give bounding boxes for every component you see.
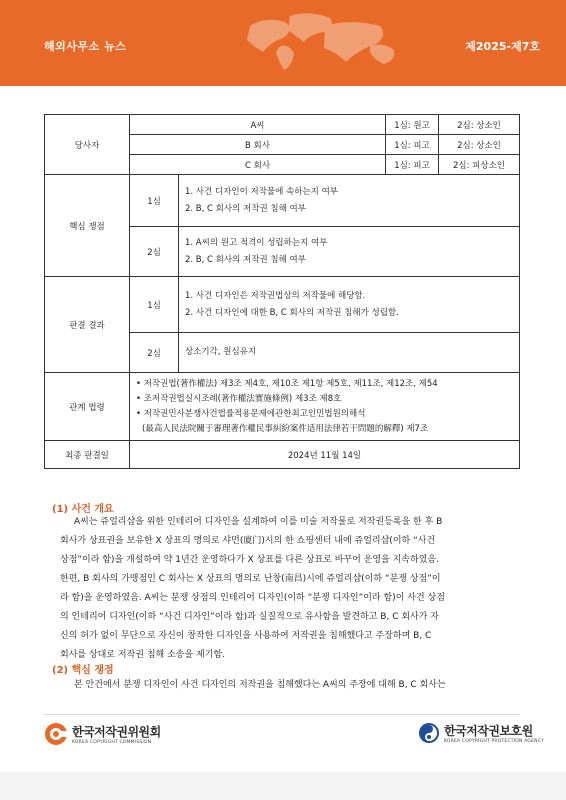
instance-label: 1심 bbox=[130, 277, 179, 333]
laws-row bbox=[45, 373, 520, 441]
issue-line: 2. B, C 회사의 저작권 침해 여부 bbox=[185, 203, 306, 214]
kcopa-emblem-icon bbox=[418, 722, 440, 744]
paragraph-line: 회사가 상표권을 보유한 X 상표의 명의로 샤먼(廈门)시의 한 쇼핑센터 내에 쥬얼리샵(이하 “사건 bbox=[60, 536, 436, 546]
party-second-instance: 2심: 상소인 bbox=[439, 135, 520, 155]
kcc-logo-english: KOREA COPYRIGHT COMMISSION bbox=[72, 740, 152, 745]
case-summary-table bbox=[44, 114, 520, 469]
paragraph-line: 라 함)을 운영하였음. A씨는 분쟁 상점의 인테리어 디자인(이하 “분쟁 디자인”이라 함)이 사건 상점 bbox=[60, 593, 445, 603]
paragraph-line: 본 안건에서 분쟁 디자인이 사건 디자인의 저작권을 침해했다는 A씨의 주장에 대해 B, C 회사는 bbox=[74, 680, 446, 690]
paragraph-line: 의 인테리어 디자인(이하 “사건 디자인”이라 함)과 실질적으로 유사함을 발견하고 B, C 회사가 자 bbox=[60, 612, 439, 622]
party-row bbox=[45, 115, 520, 135]
issue-line: 1. A씨의 원고 적격이 성립하는지 여부 bbox=[185, 237, 328, 248]
results-label: 판결 결과 bbox=[45, 277, 130, 373]
paragraph-line: 상점”이라 함)을 개설하여 약 1년간 운영하다가 X 상표를 다른 상표로 바꾸어 운영을 지속하였음. bbox=[60, 555, 439, 565]
paragraph-line: 회사를 상대로 저작권 침해 소송을 제기함. bbox=[60, 650, 225, 660]
party-first-instance: 1심: 피고 bbox=[386, 135, 439, 155]
result-line: 상소기각, 원심유지 bbox=[185, 347, 257, 357]
party-name: C 회사 bbox=[130, 155, 386, 175]
key-issues-paragraph bbox=[60, 676, 520, 695]
issue-row bbox=[45, 175, 520, 227]
issues-label: 핵심 쟁점 bbox=[45, 175, 130, 277]
section-heading: (1) 사건 개요 bbox=[52, 504, 114, 515]
kcc-logo-name: 한국저작권위원회 bbox=[72, 725, 161, 739]
newsletter-title: 해외사무소 뉴스 bbox=[44, 40, 127, 53]
result-row bbox=[45, 277, 520, 333]
parties-label: 당사자 bbox=[45, 115, 130, 175]
date-row bbox=[45, 441, 520, 469]
party-first-instance: 1심: 원고 bbox=[386, 115, 439, 135]
section-heading: (2) 핵심 쟁점 bbox=[52, 665, 114, 676]
instance-label: 1심 bbox=[130, 175, 179, 227]
party-second-instance: 2심: 피상소인 bbox=[439, 155, 520, 175]
paragraph-line: A씨는 쥬얼리샵을 위한 인테리어 디자인을 설계하여 이를 미술 저작물로 저작권등록을 한 후 B bbox=[74, 517, 443, 527]
kcopa-logo bbox=[418, 722, 544, 744]
page-header bbox=[0, 0, 566, 86]
result-line: 2. 사건 디자인에 대한 B, C 회사의 저작권 침해가 성립함. bbox=[185, 307, 399, 318]
law-item: • 저작권법(著作權法) 제3조 제4호, 제10조 제1항 제5호, 제11조, 제12조, 제54 bbox=[136, 378, 438, 389]
instance-label: 2심 bbox=[130, 333, 179, 373]
issue-line: 2. B, C 회사의 저작권 침해 여부 bbox=[185, 254, 306, 265]
kcopa-logo-english: KOREA COPYRIGHT PROTECTION AGENCY bbox=[444, 739, 544, 744]
date-label: 최종 판결일 bbox=[45, 441, 130, 469]
issue-line: 1. 사건 디자인이 저작물에 속하는지 여부 bbox=[185, 186, 338, 197]
footer-divider bbox=[44, 714, 520, 715]
bottom-band bbox=[0, 772, 566, 800]
law-item: (最高人民法院關于審理著作權民事糾紛案件适用法律若干問題的解釋) 제7조 bbox=[142, 423, 429, 434]
kcc-emblem-icon bbox=[44, 722, 68, 746]
instance-label: 2심 bbox=[130, 227, 179, 277]
law-item: • 저작권민사분쟁사건법률적용문제에관한최고인민법원의해석 bbox=[136, 408, 366, 419]
world-map-graphic bbox=[230, 6, 430, 76]
paragraph-line: 한편, B 회사의 가맹점인 C 회사는 X 상표의 명의로 난창(南昌)시에 쥬얼리샵(이하 “분쟁 상점”이 bbox=[60, 574, 441, 584]
party-second-instance: 2심: 상소인 bbox=[439, 115, 520, 135]
issue-number: 제2025-제7호 bbox=[465, 40, 540, 53]
party-first-instance: 1심: 피고 bbox=[386, 155, 439, 175]
paragraph-line: 신의 허가 없이 무단으로 자신이 창작한 디자인을 사용하여 저작권을 침해했다고 주장하며 B, C bbox=[60, 631, 432, 641]
kcc-logo bbox=[44, 722, 161, 746]
final-judgment-date: 2024년 11월 14일 bbox=[130, 441, 520, 469]
result-line: 1. 사건 디자인은 저작권법상의 저작물에 해당함. bbox=[185, 290, 366, 301]
law-item: • 조저작권법실시조례(著作權法實施條例) 제3조 제8호 bbox=[136, 393, 342, 404]
laws-label: 관계 법령 bbox=[45, 373, 130, 441]
party-name: B 회사 bbox=[130, 135, 386, 155]
party-name: A씨 bbox=[130, 115, 386, 135]
case-overview-paragraph bbox=[60, 513, 520, 665]
kcopa-logo-name: 한국저작권보호원 bbox=[444, 724, 533, 738]
